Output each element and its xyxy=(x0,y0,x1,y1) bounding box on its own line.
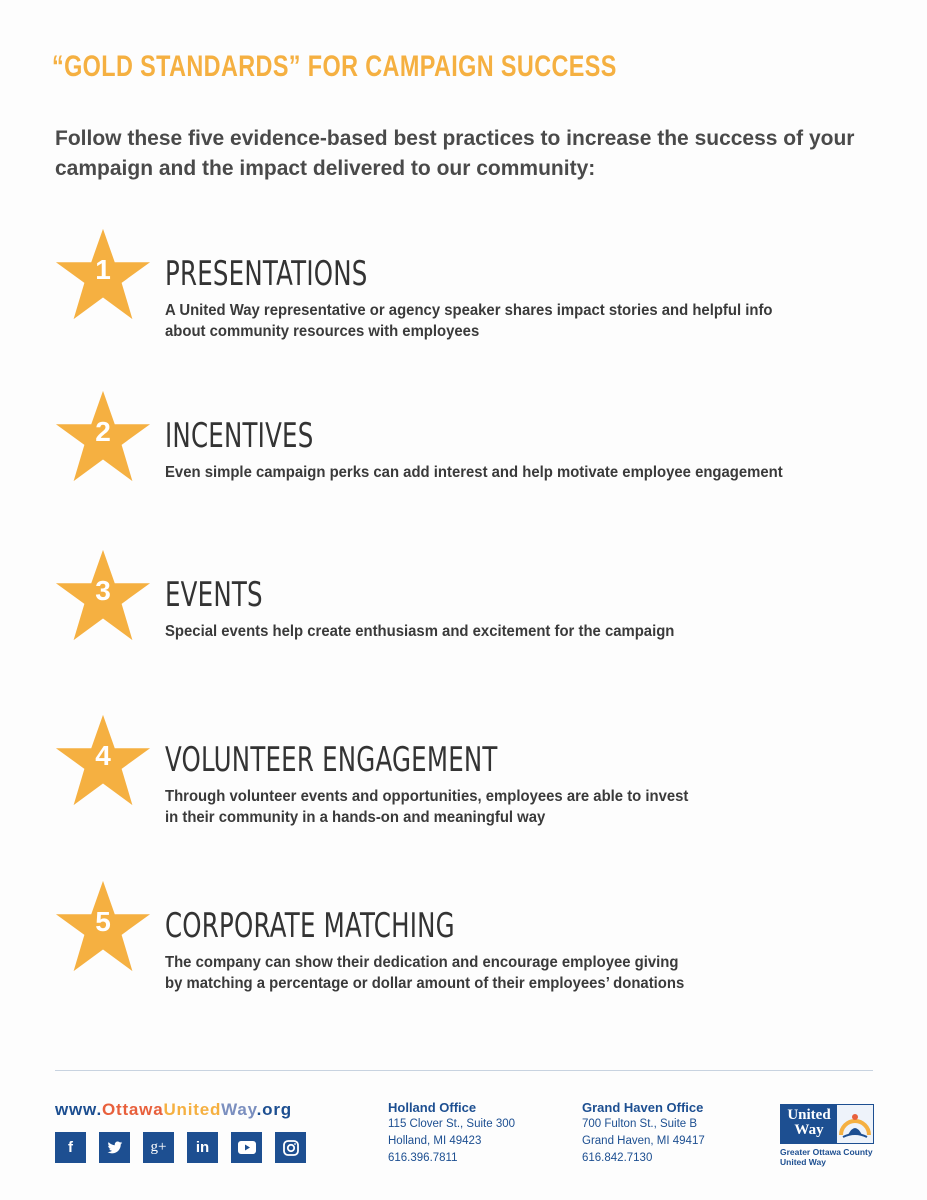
google-plus-icon[interactable]: g+ xyxy=(143,1132,174,1163)
item-number: 3 xyxy=(95,575,111,606)
item-heading: INCENTIVES xyxy=(165,416,314,456)
star-icon xyxy=(54,878,152,974)
twitter-icon[interactable] xyxy=(99,1132,130,1163)
item-number: 2 xyxy=(95,416,111,447)
logo-caption-line2: United Way xyxy=(780,1157,826,1167)
office-name: Holland Office xyxy=(388,1100,477,1115)
linkedin-icon[interactable]: in xyxy=(187,1132,218,1163)
item-number: 5 xyxy=(95,906,111,937)
item-heading: VOLUNTEER ENGAGEMENT xyxy=(165,740,498,780)
item-number: 1 xyxy=(95,254,111,285)
footer-divider xyxy=(55,1070,873,1071)
holland-office xyxy=(388,1100,515,1167)
office-city: Holland, MI 49423 xyxy=(388,1135,482,1147)
united-way-hand-icon xyxy=(837,1105,873,1143)
item-description: Even simple campaign perks can add interest and help motivate employee engagement xyxy=(165,464,783,481)
item-number: 4 xyxy=(95,740,111,771)
item-description: Special events help create enthusiasm and excitement for the campaign xyxy=(165,623,675,640)
website-link[interactable] xyxy=(55,1100,292,1120)
item-description: Through volunteer events and opportunities, employees are able to invest in their community in a hands-on and meaningful way xyxy=(165,788,689,826)
practice-item-corporate-matching xyxy=(0,878,927,1008)
item-description: A United Way representative or agency speaker shares impact stories and helpful info about community resources with employees xyxy=(165,302,773,340)
instagram-icon[interactable] xyxy=(275,1132,306,1163)
practice-item-presentations xyxy=(0,226,927,356)
star-icon xyxy=(54,712,152,808)
star-icon xyxy=(54,547,152,643)
website-part-united: United xyxy=(163,1100,222,1119)
item-heading: EVENTS xyxy=(165,575,263,615)
logo-caption-line1: Greater Ottawa County xyxy=(780,1147,873,1157)
star-icon xyxy=(54,388,152,484)
office-phone[interactable]: 616.842.7130 xyxy=(582,1152,653,1164)
logo-line-united: United xyxy=(787,1107,831,1123)
office-name: Grand Haven Office xyxy=(582,1100,704,1115)
star-icon xyxy=(54,226,152,322)
item-heading: PRESENTATIONS xyxy=(165,254,368,294)
office-phone[interactable]: 616.396.7811 xyxy=(388,1152,458,1164)
intro-text: Follow these five evidence-based best practices to increase the success of your campaign and the impact delivered to our community: xyxy=(55,127,855,180)
grand-haven-office xyxy=(582,1100,705,1167)
social-links xyxy=(55,1132,306,1163)
website-suffix: .org xyxy=(256,1100,292,1119)
item-description: The company can show their dedication and encourage employee giving by matching a percentage or dollar amount of their employees’ donations xyxy=(165,954,685,992)
practice-item-volunteer-engagement xyxy=(0,712,927,842)
website-part-way: Way xyxy=(221,1100,257,1119)
website-prefix: www. xyxy=(55,1100,102,1119)
united-way-logo xyxy=(780,1104,874,1167)
website-part-ottawa: Ottawa xyxy=(101,1100,164,1119)
practice-item-incentives xyxy=(0,388,927,518)
item-heading: CORPORATE MATCHING xyxy=(165,906,455,946)
facebook-icon[interactable]: f xyxy=(55,1132,86,1163)
practice-item-events xyxy=(0,547,927,677)
office-street: 115 Clover St., Suite 300 xyxy=(388,1118,515,1130)
logo-line-way: Way xyxy=(794,1122,824,1138)
youtube-icon[interactable] xyxy=(231,1132,262,1163)
office-city: Grand Haven, MI 49417 xyxy=(582,1135,705,1147)
office-street: 700 Fulton St., Suite B xyxy=(582,1118,698,1130)
page-title: “GOLD STANDARDS” FOR CAMPAIGN SUCCESS xyxy=(52,50,617,83)
